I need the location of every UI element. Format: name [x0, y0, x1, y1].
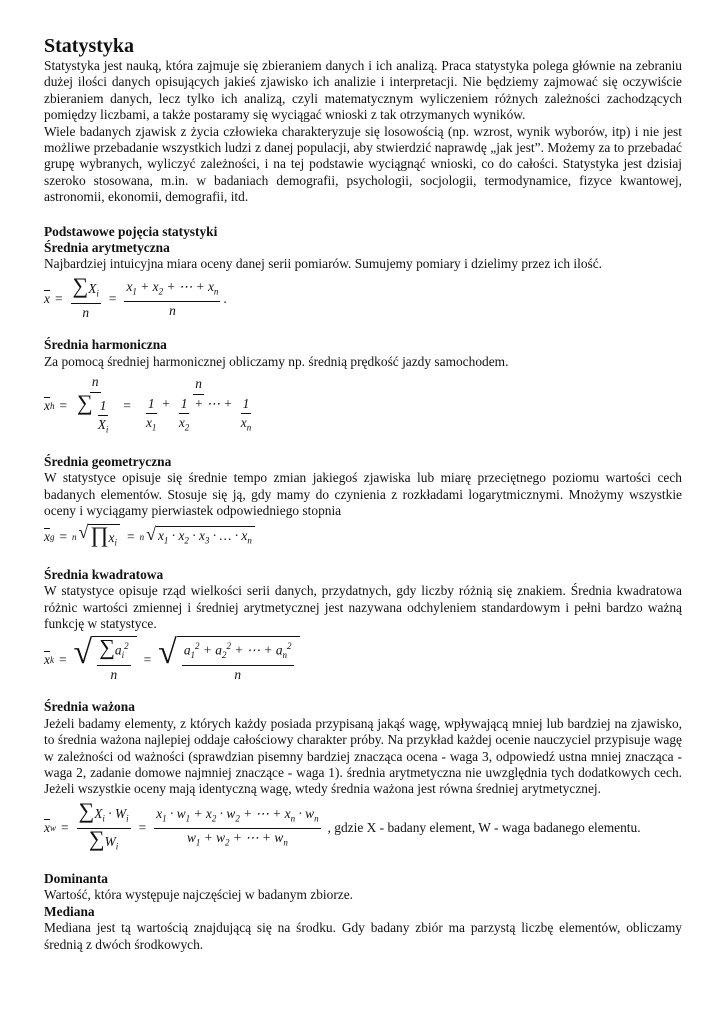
dominant-heading: Dominanta [44, 870, 108, 886]
geom-text: W statystyce opisuje się średnie tempo zmian jakiegoś zjawiska lub miarę przeciętnego poziomu wartości cech badanych elementów. Stosuje się ją, gdy mamy do czynienia z rozkładami logarytmicznymi. Mnożymy wszystkie oceny i wyciągamy pierwiastek odpowiedniego stopnia [44, 470, 682, 519]
median-heading: Mediana [44, 903, 95, 919]
intro-paragraph-2: Wiele badanych zjawisk z życia człowieka charakteryzuje się losowością (np. wzrost, wynik wyborów, itp) i nie jest możliwe przebadanie wszystkich ludzi z danej populacji, aby stwierdzić naprawdę „jak jest”. Możemy za to przebadać grupę wybranych, wyliczyć zależności, i na tej podstawie wyciągnąć wnioski, co do całości. Statystyka jest dzisiaj szeroko stosowana, m.in. w badaniach demografii, psychologii, socjologii, termodynamice, fizyce kwantowej, astronomii, ekonomii, demografii, itd. [44, 123, 682, 205]
geom-heading: Średnia geometryczna [44, 454, 172, 470]
harm-text: Za pomocą średniej harmonicznej obliczamy np. średnią prędkość jazdy samochodem. [44, 353, 509, 369]
weighted-formula-note: , gdzie X - badany element, W - waga badanego elementu. [327, 820, 641, 836]
arith-formula: $\overline{x}$ = $\frac{\sum X_i}{n}$ = $\frac{x_1 + x_2 + \cdots + x_n}{n}$ . [44, 272, 227, 320]
harm-formula: $\overline{x}$ h = n ∑ $\frac{1}{X_i}$ = n $\frac{1}{x_1}$ + $\frac{1}{x_2}$ + ⋯ + $\frac{1}{x_n}$ [44, 374, 252, 435]
basics-heading: Podstawowe pojęcia statystyki [44, 223, 218, 239]
intro-paragraph-1: Statystyka jest nauką, która zajmuje się zbieraniem danych i ich analizą. Praca statystyka polega głównie na zebraniu dużej ilości danych opisujących jakieś zjawisko ich analizie i interpretacji. Nie będziemy zajmować się oczywiście zbieraniem danych, lecz tylko ich analizą, czyli matematycznym wyliczeniem różnych zależności zachodzących pomiędzy liczbami, a także postaramy się wyciągać wnioski z tak otrzymanych wyników. [44, 58, 682, 123]
weighted-text: Jeżeli badamy elementy, z których każdy posiada przypisaną jakąś wagę, wpływającą mniej lub bardziej na zjawisko, to średnia ważona najlepiej oddaje całościowy charakter próby. Na przykład każdej ocenie nauczyciel przypisuje wagę w zależności od ważności (sprawdzian pisemny bardziej znacząca ocena - waga 3, odpowiedź ustna mniej znacząca - waga 2, zadanie domowe najmniej znaczące - waga 1). średnia arytmetyczna nie uwzględnia tych dodatkowych cech. Jeżeli wszystkie oceny mają identyczną wagę, wtedy średnia ważona jest równa średniej arytmetycznej. [44, 715, 682, 797]
median-text: Mediana jest tą wartością znajdującą się na środku. Gdy badany zbiór ma parzystą liczbę elementów, obliczamy średnią z dwóch środkowych. [44, 920, 682, 952]
document-title: Statystyka [44, 35, 135, 57]
dominant-text: Wartość, która występuje najczęściej w badanym zbiorze. [44, 887, 354, 903]
geom-formula: $\overline{x}$ g = n √ $\prod x_i$ = n √ $x_1 \cdot x_2 \cdot x_3$ · … · $x_n$ [44, 524, 682, 551]
quad-heading: Średnia kwadratowa [44, 566, 164, 582]
harm-heading: Średnia harmoniczna [44, 337, 167, 353]
weighted-formula: $\overline{x}$ w = $\frac{\sum X_i \cdot W_i}{\sum W_i}$ = $\frac{x_1 \cdot w_1 + x_2 \cdot w_2 + \cdots + x_n \cdot w_n}{w_1 + w_2 + \cdots + w_n}$ , gdzie X - badany element, W - waga badanego elementu. [44, 797, 641, 852]
arith-heading: Średnia arytmetyczna [44, 240, 170, 256]
arith-text: Najbardziej intuicyjna miara oceny danej serii pomiarów. Sumujemy pomiary i dzielimy przez ich ilość. [44, 256, 603, 272]
quad-formula: $\overline{x}$ k = √ $\frac{\sum a_i^2}{n}$ = √ $\frac{a_1^2 + a_2^2 + \cdots + a_n^2}{n}$ [44, 636, 682, 683]
quad-text: W statystyce opisuje rząd wielkości serii danych, przydatnych, gdy liczby różnią się znakiem. Średnia kwadratowa różnic wartości zmiennej i średniej arytmetycznej jest nazywana odchyleniem standardowym i pełni bardzo ważną funkcję w statystyce. [44, 583, 682, 631]
weighted-heading: Średnia ważona [44, 699, 135, 715]
document-page [44, 30, 682, 953]
